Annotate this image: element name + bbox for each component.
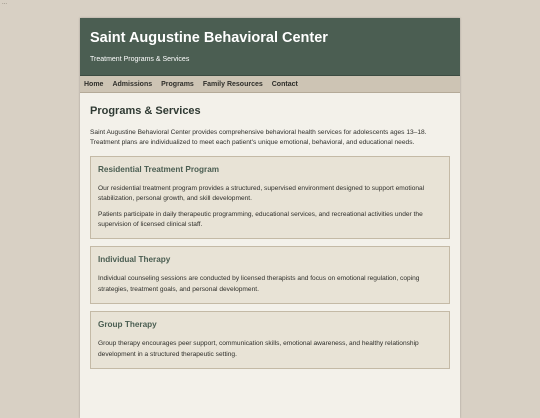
corner-mark: ... bbox=[2, 0, 8, 6]
section-paragraph: Patients participate in daily therapeutic programming, educational services, and recreational activities under the supervision of licensed clinical staff. bbox=[98, 210, 423, 229]
section-title: Individual Therapy bbox=[98, 255, 171, 265]
nav-item-family-resources[interactable]: Family Resources bbox=[202, 80, 263, 88]
section-title: Group Therapy bbox=[98, 320, 157, 330]
main-content bbox=[80, 93, 460, 369]
nav-item-home[interactable]: Home bbox=[84, 80, 104, 88]
section-individual-therapy bbox=[90, 246, 450, 304]
site-title[interactable]: Saint Augustine Behavioral Center bbox=[90, 30, 328, 46]
nav-item-contact[interactable]: Contact bbox=[271, 80, 298, 88]
section-group-therapy bbox=[90, 311, 450, 369]
page-container bbox=[80, 18, 460, 418]
nav-item-programs[interactable]: Programs bbox=[161, 80, 194, 88]
section-title: Residential Treatment Program bbox=[98, 164, 220, 174]
section-paragraph: Our residential treatment program provides a structured, supervised environment designed to support emotional stabilization, personal growth, and skill development. bbox=[98, 184, 425, 203]
section-residential-treatment bbox=[90, 156, 450, 240]
page-title: Programs & Services bbox=[90, 105, 201, 117]
section-paragraph: Group therapy encourages peer support, communication skills, emotional awareness, and healthy relationship development in a structured therapeutic setting. bbox=[98, 340, 419, 358]
site-tagline: Treatment Programs & Services bbox=[90, 56, 190, 63]
main-nav bbox=[80, 76, 460, 93]
intro-text: Saint Augustine Behavioral Center provides comprehensive behavioral health services for adolescents ages 13–18. Treatment plans are individualized to meet each patient's unique emotional, behavioral, and educational needs. bbox=[90, 129, 427, 147]
nav-item-admissions[interactable]: Admissions bbox=[112, 80, 153, 88]
site-header bbox=[80, 18, 460, 76]
section-paragraph: Individual counseling sessions are conducted by licensed therapists and focus on emotional regulation, coping strategies, treatment goals, and personal development. bbox=[98, 275, 420, 293]
